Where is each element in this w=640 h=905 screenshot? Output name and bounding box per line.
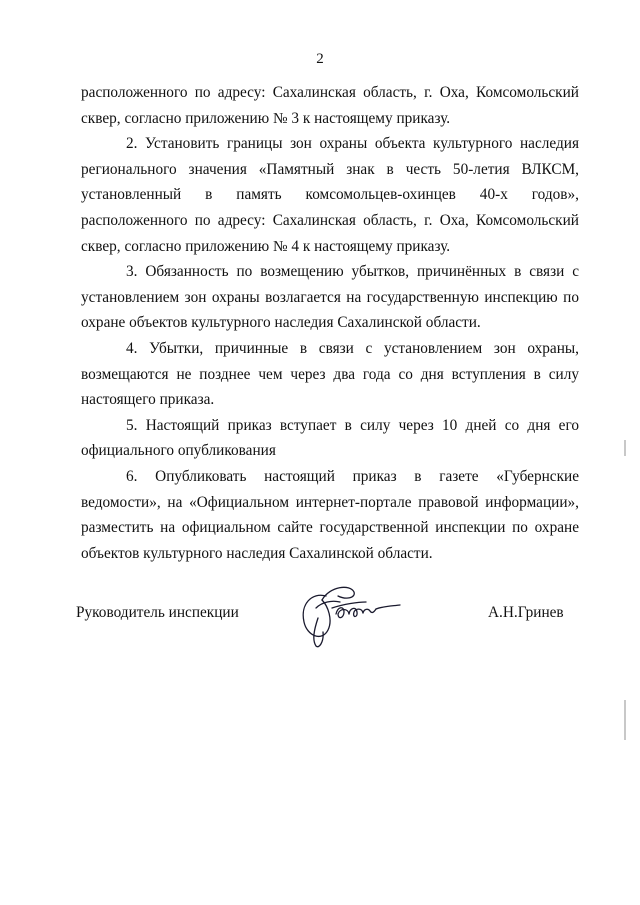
paragraph-item-6: 6. Опубликовать настоящий приказ в газете «Губернские ведомости», на «Официальном интернет-портале правовой информации», разместить на официальном сайте государственной инспекции по охране объектов культурного наследия Сахалинской области. bbox=[81, 467, 579, 562]
paragraph-item-4: 4. Убытки, причинные в связи с установлением зон охраны, возмещаются не позднее чем через два года со дня вступления в силу настоящего приказа. bbox=[81, 339, 579, 409]
handwritten-signature bbox=[292, 578, 404, 650]
scan-artifact bbox=[624, 700, 626, 740]
signatory-position: Руководитель инспекции bbox=[76, 604, 239, 621]
document-body bbox=[81, 80, 579, 566]
paragraph-continuation: расположенного по адресу: Сахалинская область, г. Оха, Комсомольский сквер, согласно приложению № 3 к настоящему приказу. bbox=[81, 84, 579, 127]
signatory-name: А.Н.Гринев bbox=[488, 604, 564, 621]
paragraph-item-5: 5. Настоящий приказ вступает в силу через 10 дней со дня его официального опубликования bbox=[81, 416, 579, 460]
paragraph-item-3: 3. Обязанность по возмещению убытков, причинённых в связи с установлением зон охраны возлагается на государственную инспекцию по охране объектов культурного наследия Сахалинской области. bbox=[81, 263, 579, 332]
page-number: 2 bbox=[316, 51, 324, 67]
scan-artifact bbox=[624, 440, 626, 456]
signature-block bbox=[0, 578, 640, 648]
paragraph-item-2: 2. Установить границы зон охраны объекта культурного наследия регионального значения «Памятный знак в честь 50-летия ВЛКСМ, установленный в память комсомольцев-охинцев 40-х годов», расположенного по адресу: Сахалинская область, г. Оха, Комсомольский сквер, согласно приложению № 4 к настоящему приказу. bbox=[81, 135, 579, 255]
